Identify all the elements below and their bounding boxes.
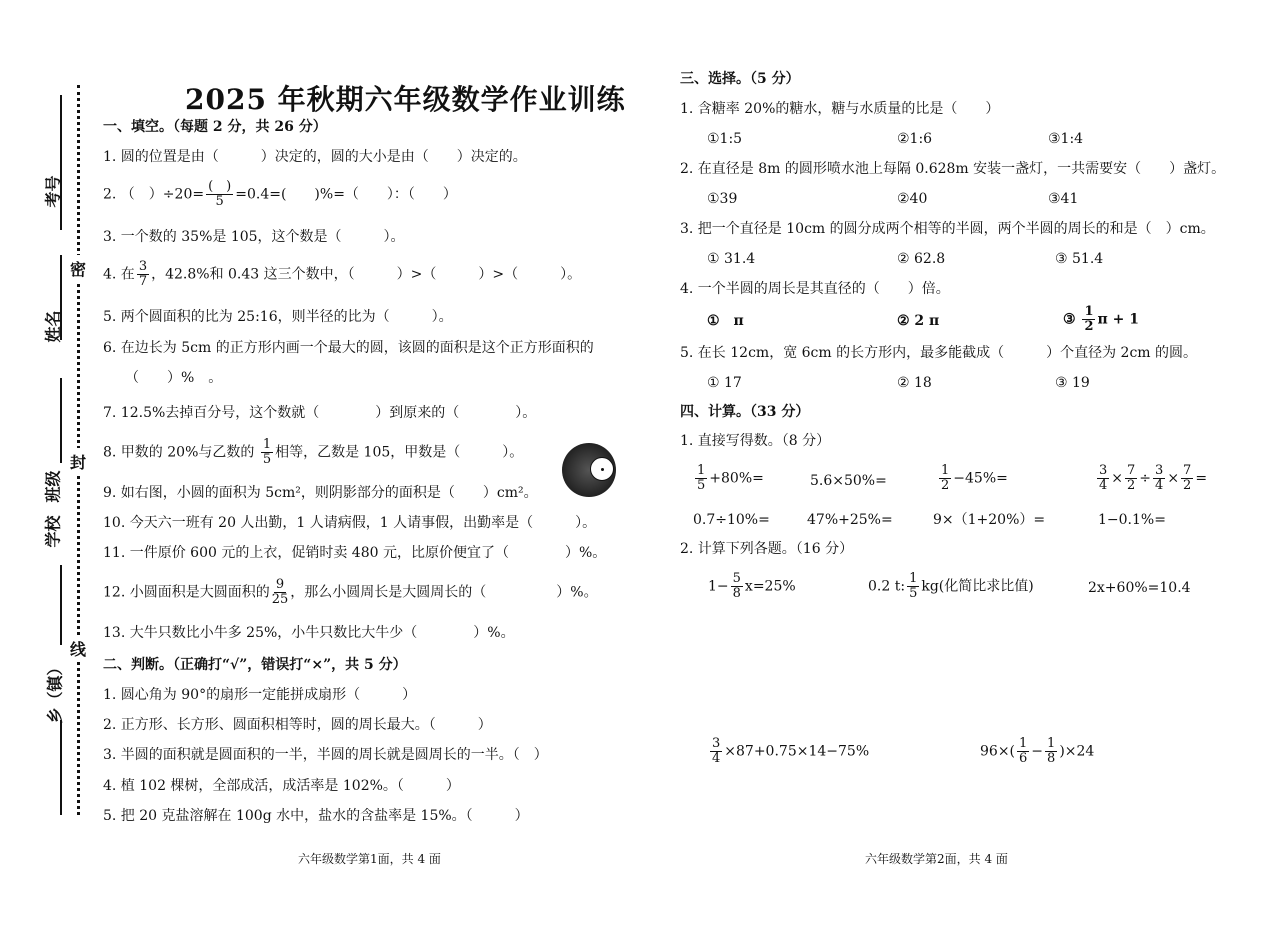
numerator: 1 — [1047, 736, 1056, 751]
fraction — [1097, 464, 1109, 493]
calc-2a: 0.7÷10%= — [693, 512, 770, 528]
section-4-heading: 四、计算。（33 分） — [680, 404, 810, 420]
choice-5: 5. 在长 12cm，宽 6cm 的长方形内，最多能截成（ ）个直径为 2cm 的圆。 — [680, 345, 1198, 361]
numerator: 3 — [138, 259, 148, 274]
numerator: 3 — [712, 736, 721, 751]
exam-number-label: 考号 — [43, 175, 63, 208]
calc-text: +80%= — [709, 470, 764, 487]
numerator: 3 — [1099, 463, 1108, 478]
calc-text: kg(化简比求比值) — [921, 578, 1034, 595]
numerator: 1 — [1019, 736, 1028, 751]
q2-post: =0.4=( )%=（ ）：（ ） — [235, 186, 457, 203]
part-4-1-heading: 1. 直接写得数。（8 分） — [680, 433, 831, 449]
fraction — [907, 572, 919, 601]
calc-1a — [693, 464, 764, 493]
denominator: 4 — [1155, 478, 1164, 493]
seal-char-xian: 线 — [70, 635, 86, 662]
judge-4: 4. 植 102 棵树，全部成活，成活率是 102%。（ ） — [103, 778, 460, 794]
section-2-heading: 二、判断。（正确打“√”，错误打“×”，共 5 分） — [103, 657, 407, 673]
calc-text: 0.2 t: — [868, 578, 906, 595]
choice-5-option-a: ① 17 — [707, 375, 742, 391]
numerator: 1 — [262, 437, 272, 452]
denominator: 5 — [215, 194, 224, 209]
choice-3-option-a: ① 31.4 — [707, 251, 756, 267]
choice-4: 4. 一个半圆的周长是其直径的（ ）倍。 — [680, 281, 950, 297]
numerator: ( ) — [208, 179, 232, 194]
denominator: 2 — [1127, 478, 1136, 493]
denominator: 4 — [712, 751, 721, 766]
option-marker: ③ — [1063, 311, 1076, 328]
choice-2-option-a: ①39 — [707, 191, 738, 207]
calc-2c: 9×（1+20%）= — [933, 512, 1046, 528]
numerator: 1 — [909, 571, 918, 586]
calc-2b: 47%+25%= — [807, 512, 893, 528]
q2-pre: 2. （ ）÷20= — [103, 186, 205, 203]
question-12 — [103, 578, 598, 607]
choice-3-option-b: ② 62.8 — [897, 251, 946, 267]
judge-5: 5. 把 20 克盐溶解在 100g 水中，盐水的含盐率是 15%。（ ） — [103, 808, 529, 824]
calc-expression-2 — [980, 737, 1094, 766]
fraction — [695, 464, 707, 493]
q8-post: 相等，乙数是 105，甲数是（ ）。 — [275, 444, 524, 461]
option-rest: π + 1 — [1097, 311, 1139, 328]
ratio-problem — [868, 572, 1034, 601]
section-3-heading: 三、选择。（5 分） — [680, 71, 800, 87]
choice-1-option-c: ③1:4 — [1048, 131, 1084, 147]
calc-text: x=25% — [744, 578, 796, 595]
numerator: 7 — [1183, 463, 1192, 478]
judge-2: 2. 正方形、长方形、圆面积相等时，圆的周长最大。（ ） — [103, 717, 492, 733]
q4-pre: 4. 在 — [103, 266, 135, 283]
question-7: 7. 12.5%去掉百分号，这个数就（ ）到原来的（ ）。 — [103, 405, 537, 421]
section-1-heading: 一、填空。（每题 2 分，共 26 分） — [103, 119, 327, 135]
calc-expression-1 — [708, 737, 869, 766]
question-13: 13. 大牛只数比小牛多 25%，小牛只数比大牛少（ ）%。 — [103, 625, 515, 641]
school-label: 学校 — [43, 515, 63, 548]
equals: = — [1195, 470, 1208, 487]
fraction — [710, 737, 722, 766]
seal-char-mi: 密 — [70, 255, 86, 282]
numerator: 5 — [732, 571, 741, 586]
denominator: 8 — [732, 586, 741, 601]
question-4 — [103, 260, 581, 289]
fraction — [1125, 464, 1137, 493]
question-3: 3. 一个数的 35%是 105，这个数是（ ）。 — [103, 229, 405, 245]
numerator: 3 — [1155, 463, 1164, 478]
page-title: 2025 年秋期六年级数学作业训练 — [185, 83, 626, 116]
question-6: 6. 在边长为 5cm 的正方形内画一个最大的圆，该圆的面积是这个正方形面积的 — [103, 340, 594, 356]
q12-post: ，那么小圆周长是大圆周长的（ ）%。 — [290, 584, 598, 601]
fraction — [261, 438, 273, 467]
class-line — [60, 378, 62, 463]
operator: − — [1031, 743, 1044, 760]
page-1-footer: 六年级数学第1面，共 4 面 — [298, 852, 441, 866]
denominator: 8 — [1047, 751, 1056, 766]
choice-1-option-b: ②1:6 — [897, 131, 933, 147]
school-line — [60, 565, 62, 645]
choice-4-option-b: ② 2 π — [897, 313, 940, 329]
denominator: 5 — [697, 478, 706, 493]
choice-5-option-c: ③ 19 — [1055, 375, 1090, 391]
denominator: 5 — [262, 452, 272, 467]
calc-text: 1− — [708, 578, 729, 595]
numerator: 1 — [941, 463, 950, 478]
choice-2-option-b: ②40 — [897, 191, 928, 207]
question-1: 1. 圆的位置是由（ ）决定的，圆的大小是由（ ）决定的。 — [103, 149, 527, 165]
calc-1d — [1095, 464, 1207, 493]
equation-3: 2x+60%=10.4 — [1088, 580, 1191, 596]
denominator: 2 — [1084, 319, 1094, 334]
question-2 — [103, 180, 457, 209]
operator: × — [1167, 470, 1180, 487]
seal-char-feng: 封 — [70, 448, 86, 475]
center-dot — [601, 468, 604, 471]
small-circle — [590, 457, 614, 481]
numerator: 1 — [1084, 304, 1094, 319]
operator: ÷ — [1139, 470, 1152, 487]
calc-text: 96×( — [980, 743, 1016, 760]
question-5: 5. 两个圆面积的比为 25:16，则半径的比为（ ）。 — [103, 309, 453, 325]
fraction — [272, 578, 289, 607]
q4-post: ，42.8%和 0.43 这三个数中，（ ）>（ ）>（ ）。 — [151, 266, 582, 283]
denominator: 2 — [1183, 478, 1192, 493]
question-10: 10. 今天六一班有 20 人出勤，1 人请病假，1 人请事假，出勤率是（ ）。 — [103, 515, 597, 531]
denominator: 5 — [909, 586, 918, 601]
judge-3: 3. 半圆的面积就是圆面积的一半，半圆的周长就是圆周长的一半。（ ） — [103, 747, 548, 763]
fraction — [206, 180, 233, 209]
fraction — [137, 260, 149, 289]
fraction — [1181, 464, 1193, 493]
calc-1b: 5.6×50%= — [810, 473, 887, 489]
question-8 — [103, 438, 523, 467]
denominator: 6 — [1019, 751, 1028, 766]
operator: × — [1111, 470, 1124, 487]
fraction — [1017, 737, 1029, 766]
choice-5-option-b: ② 18 — [897, 375, 932, 391]
town-label: 乡（镇） — [45, 659, 65, 724]
choice-1: 1. 含糖率 20%的糖水，糖与水质量的比是（ ） — [680, 101, 1000, 117]
fraction — [1082, 305, 1095, 334]
fraction — [1153, 464, 1165, 493]
denominator: 25 — [271, 592, 289, 607]
q12-pre: 12. 小圆面积是大圆面积的 — [103, 584, 270, 601]
choice-3-option-c: ③ 51.4 — [1055, 251, 1104, 267]
fraction — [939, 464, 951, 493]
fraction — [1045, 737, 1057, 766]
choice-1-option-a: ①1:5 — [707, 131, 743, 147]
numerator: 1 — [697, 463, 706, 478]
exam-number-line — [60, 95, 62, 230]
denominator: 2 — [941, 478, 950, 493]
choice-3: 3. 把一个直径是 10cm 的圆分成两个相等的半圆，两个半圆的周长的和是（ ）cm。 — [680, 221, 1215, 237]
calc-text: ×87+0.75×14−75% — [724, 743, 870, 760]
calc-text: −45%= — [953, 470, 1008, 487]
class-label: 班级 — [43, 470, 63, 503]
name-label: 姓名 — [43, 310, 63, 343]
choice-2: 2. 在直径是 8m 的圆形喷水池上每隔 0.628m 安装一盏灯，一共需要安（ ）盏灯。 — [680, 161, 1226, 177]
denominator: 7 — [138, 274, 148, 289]
page-2-footer: 六年级数学第2面，共 4 面 — [865, 852, 1008, 866]
part-4-2-heading: 2. 计算下列各题。（16 分） — [680, 541, 854, 557]
judge-1: 1. 圆心角为 90°的扇形一定能拼成扇形（ ） — [103, 687, 417, 703]
calc-1c — [937, 464, 1008, 493]
shaded-circle-figure — [562, 443, 616, 497]
choice-4-option-c — [1063, 305, 1139, 334]
choice-2-option-c: ③41 — [1048, 191, 1079, 207]
q8-pre: 8. 甲数的 20%与乙数的 — [103, 444, 259, 461]
numerator: 9 — [275, 577, 285, 592]
fraction — [731, 572, 743, 601]
calc-2d: 1−0.1%= — [1098, 512, 1166, 528]
calc-text: )×24 — [1059, 743, 1095, 760]
question-6-cont: （ ）% 。 — [125, 370, 223, 386]
denominator: 4 — [1099, 478, 1108, 493]
question-11: 11. 一件原价 600 元的上衣，促销时卖 480 元，比原价便宜了（ ）%。 — [103, 545, 607, 561]
equation-1 — [708, 572, 796, 601]
numerator: 7 — [1127, 463, 1136, 478]
town-line — [60, 720, 62, 815]
question-9: 9. 如右图，小圆的面积为 5cm²，则阴影部分的面积是（ ）cm²。 — [103, 485, 538, 501]
choice-4-option-a: ① π — [707, 313, 744, 329]
